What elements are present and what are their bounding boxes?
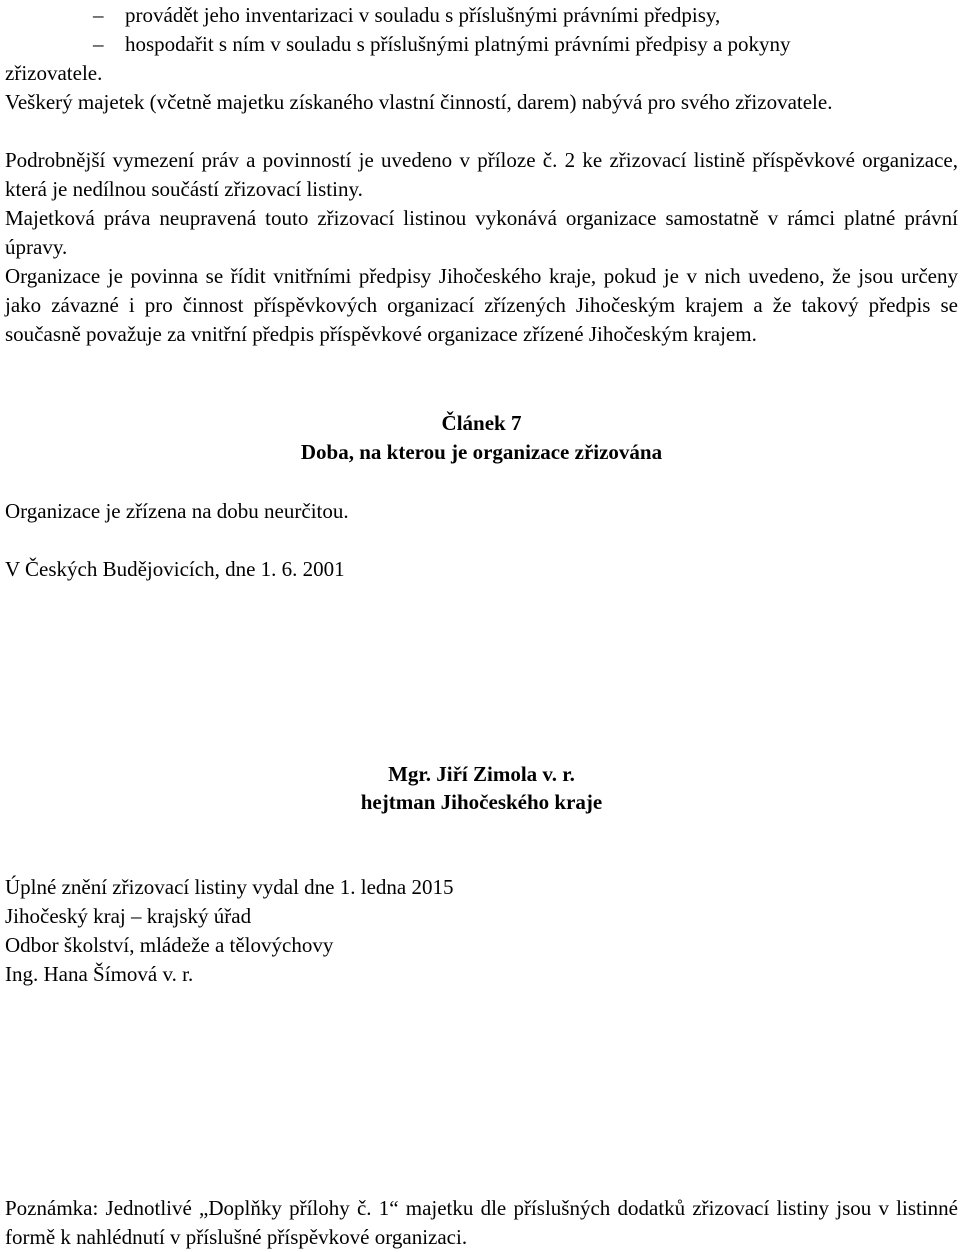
paragraph-internal-rules: Organizace je povinna se řídit vnitřními předpisy Jihočeského kraje, pokud je v nich uvedeno, že jsou určeny jako závazné i pro činnost příspěvkových organizací zřízených Jihočeským krajem a že takový předpis se současně považuje za vnitřní předpis příspěvkové organizace zřízené Jihočeským krajem. bbox=[5, 264, 958, 346]
issued-line: Jihočeský kraj – krajský úřad bbox=[5, 904, 252, 928]
bullet-text: provádět jeho inventarizaci v souladu s příslušnými právními předpisy, bbox=[125, 3, 721, 27]
bullet-continuation: zřizovatele. bbox=[5, 61, 103, 85]
bullet-dash: – bbox=[93, 32, 104, 56]
issued-line: Ing. Hana Šímová v. r. bbox=[5, 962, 194, 986]
issued-line: Úplné znění zřizovací listiny vydal dne 1. ledna 2015 bbox=[5, 875, 454, 899]
bullet-dash: – bbox=[93, 3, 104, 27]
footnote: Poznámka: Jednotlivé „Doplňky přílohy č. 1“ majetku dle příslušných dodatků zřizovací listiny jsou v listinné formě k nahlédnutí v příslušné příspěvkové organizaci. bbox=[5, 1196, 958, 1249]
signature-role: hejtman Jihočeského kraje bbox=[360, 790, 603, 814]
issued-block bbox=[5, 873, 958, 989]
bullet-text: hospodařit s ním v souladu s příslušnými platnými právními předpisy a pokyny bbox=[125, 32, 791, 56]
signature-name: Mgr. Jiří Zimola v. r. bbox=[388, 762, 575, 786]
document-page bbox=[5, 0, 958, 1252]
paragraph-property-rights: Majetková práva neupravená touto zřizovací listinou vykonává organizace samostatně v rámci platné právní úpravy. bbox=[5, 206, 958, 259]
article-number: Článek 7 bbox=[441, 411, 522, 435]
paragraph-property: Veškerý majetek (včetně majetku získaného vlastní činností, darem) nabývá pro svého zřizovatele. bbox=[5, 90, 833, 114]
bullet-list bbox=[5, 1, 958, 88]
place-date: V Českých Budějovicích, dne 1. 6. 2001 bbox=[5, 557, 345, 581]
article-title: Doba, na kterou je organizace zřizována bbox=[300, 440, 663, 464]
bullet-item bbox=[5, 30, 958, 59]
bullet-item bbox=[5, 1, 958, 30]
article-text: Organizace je zřízena na dobu neurčitou. bbox=[5, 499, 349, 523]
paragraph-rights: Podrobnější vymezení práv a povinností je uvedeno v příloze č. 2 ke zřizovací listině příspěvkové organizace, která je nedílnou součástí zřizovací listiny. bbox=[5, 148, 958, 201]
issued-line: Odbor školství, mládeže a tělovýchovy bbox=[5, 933, 334, 957]
